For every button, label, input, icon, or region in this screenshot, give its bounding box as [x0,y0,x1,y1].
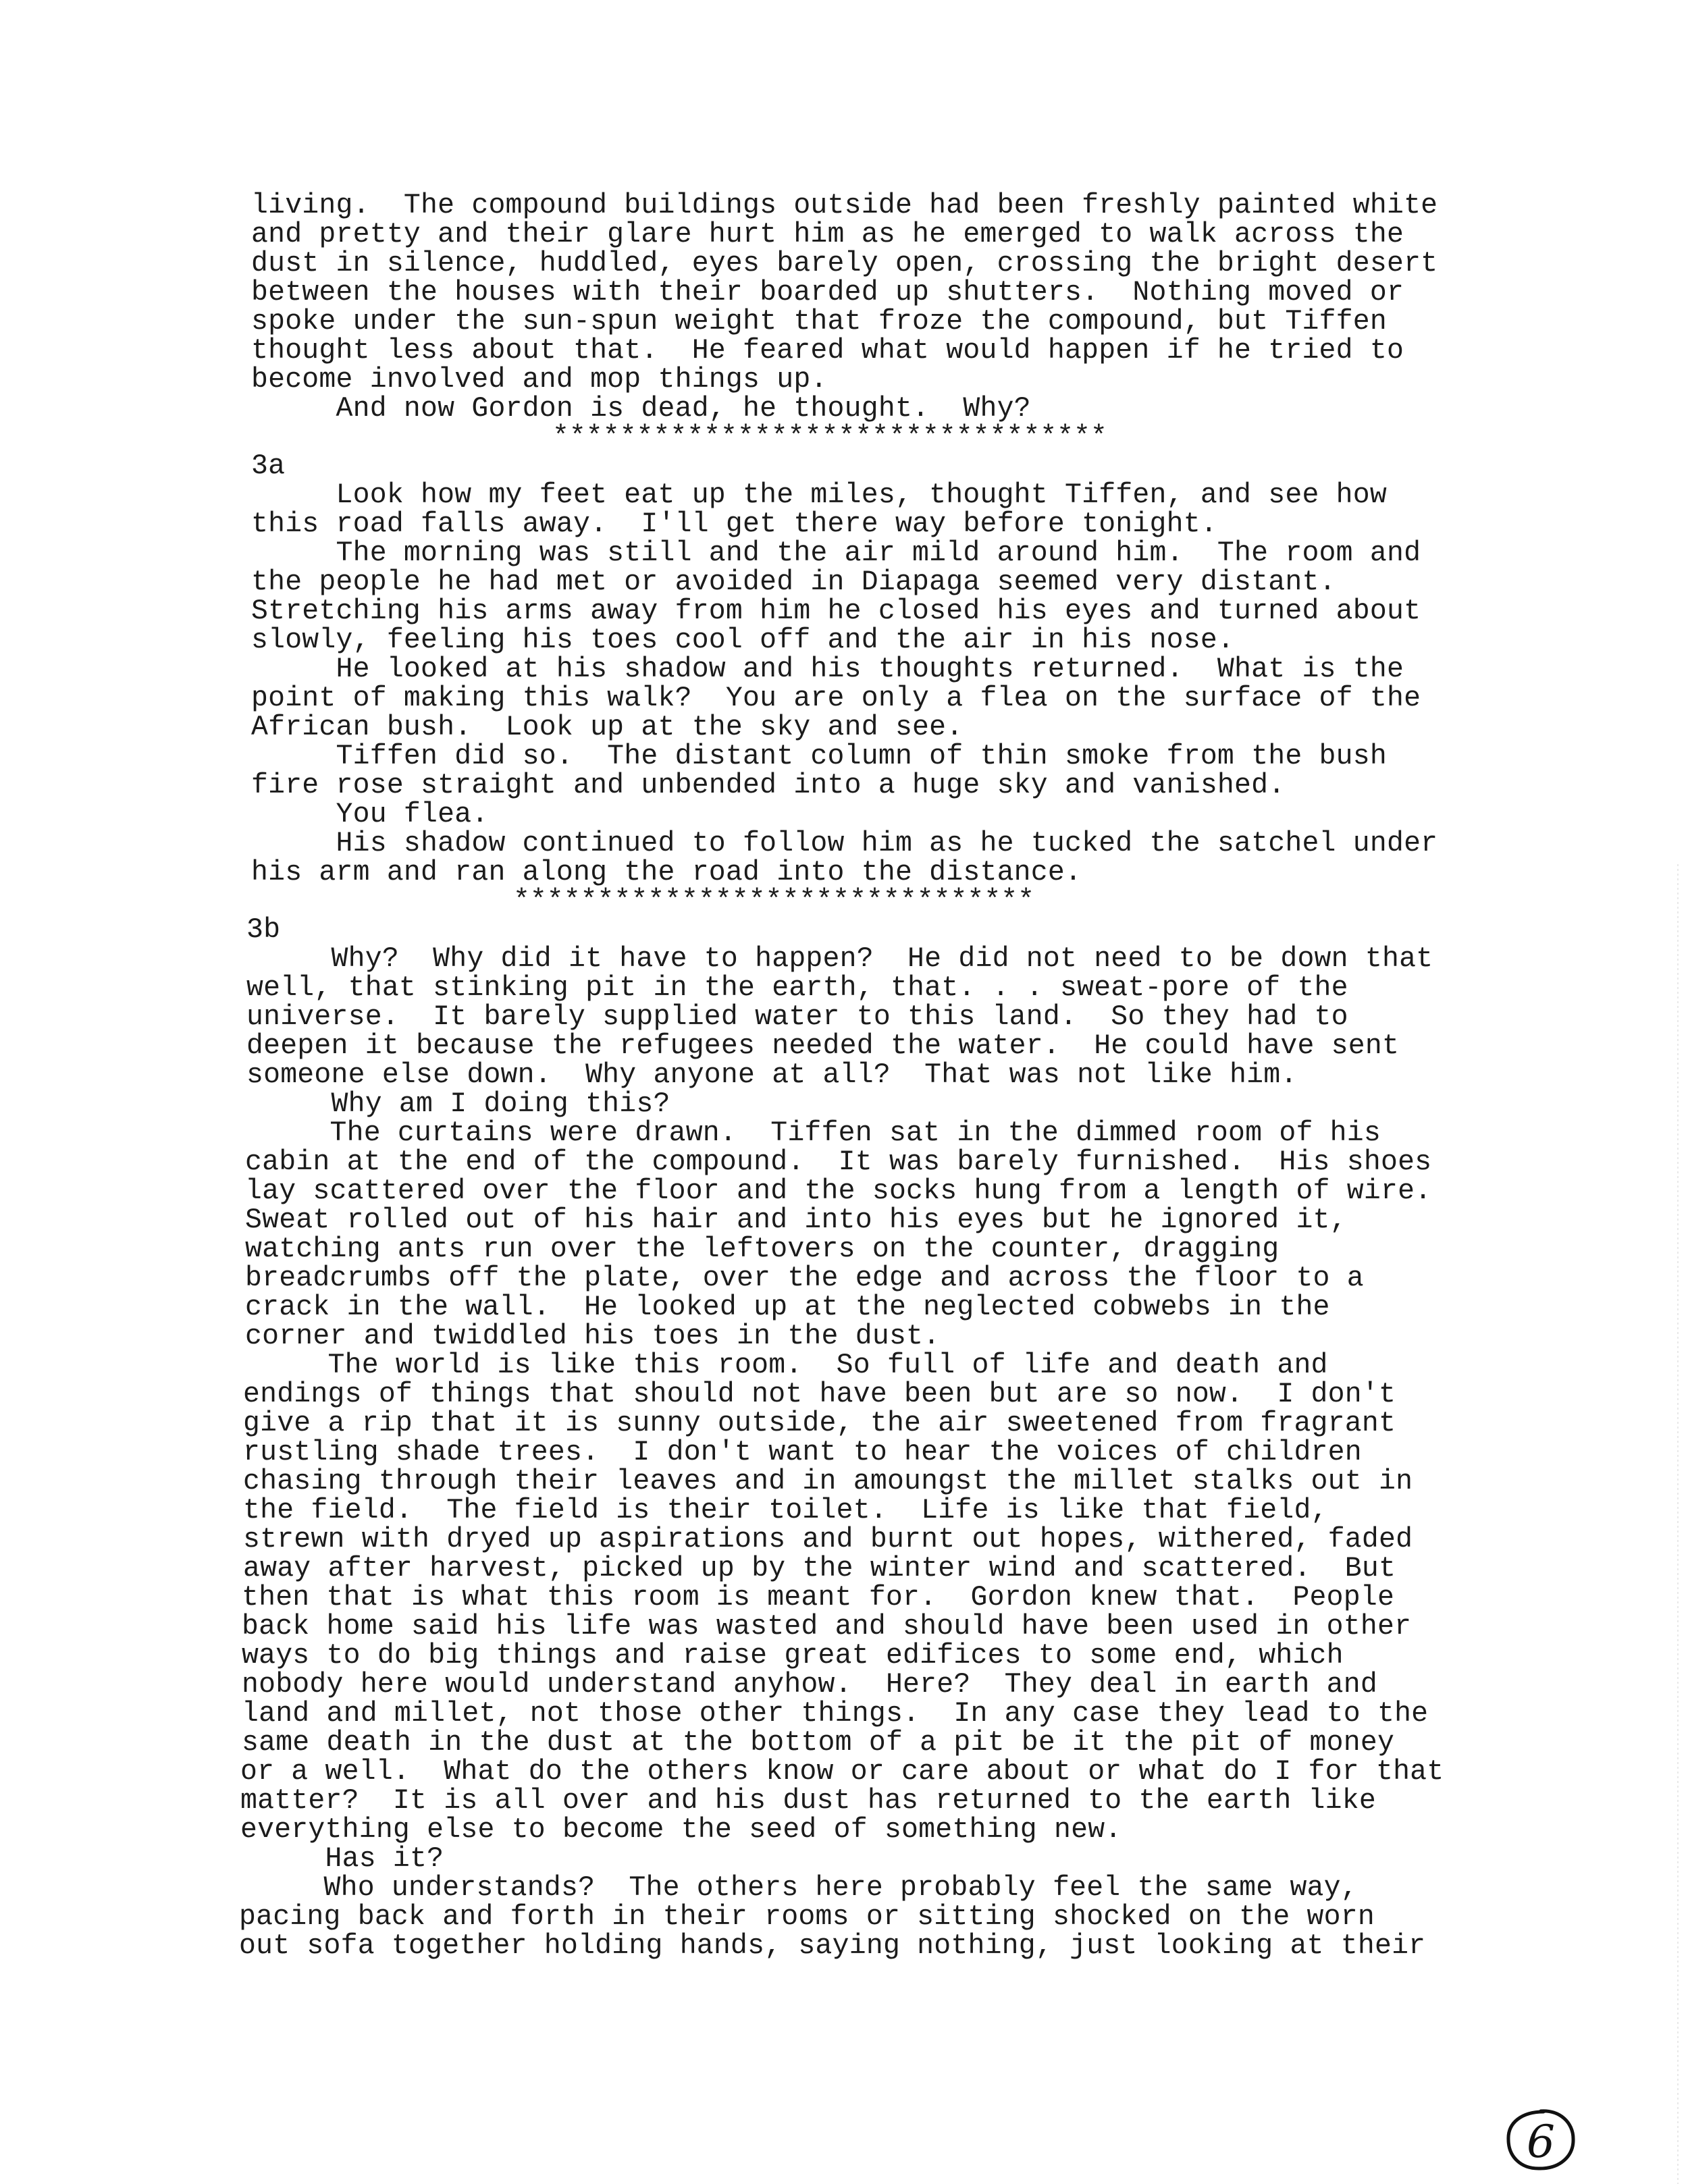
text-line: Look how my feet eat up the miles, thought Tiffen, and see how [251,479,1387,511]
text-line: The morning was still and the air mild around him. The room and [251,537,1421,569]
text-line: everything else to become the seed of something new. [240,1814,1122,1846]
text-line: thought less about that. He feared what would happen if he tried to [251,335,1404,367]
text-line: well, that stinking pit in the earth, that. . . sweat-pore of the [246,972,1348,1004]
text-line: pacing back and forth in their rooms or sitting shocked on the worn [239,1901,1375,1933]
text-line: crack in the wall. He looked up at the neglected cobwebs in the [245,1291,1330,1323]
text-line: land and millet, not those other things. In any case they lead to the [242,1698,1429,1730]
text-line: someone else down. Why anyone at all? That was not like him. [246,1059,1298,1091]
text-line: The world is like this room. So full of life and death and [243,1350,1328,1381]
scan-edge-artifact [1677,864,1679,2184]
text-line: his arm and ran along the road into the distance. [251,857,1082,888]
text-line: corner and twiddled his toes in the dust. [245,1321,941,1352]
text-line: You flea. [251,799,489,830]
text-line: or a well. What do the others know or care about or what do I for that [240,1756,1444,1788]
text-line: And now Gordon is dead, he thought. Why? [251,393,1031,425]
text-line: give a rip that it is sunny outside, the air sweetened from fragrant [243,1408,1396,1439]
text-line: Stretching his arms away from him he closed his eyes and turned about [251,595,1421,627]
text-line: the people he had met or avoided in Diapaga seemed very distant. [251,566,1336,598]
text-line: Tiffen did so. The distant column of thin smoke from the bush [251,741,1387,772]
text-line: the field. The field is their toilet. Life is like that field, [243,1495,1328,1526]
text-line: and pretty and their glare hurt him as he emerged to walk across the [251,219,1404,250]
text-line: African bush. Look up at the sky and see. [251,712,964,743]
text-line: Why? Why did it have to happen? He did not need to be down that [246,943,1433,975]
text-line: nobody here would understand anyhow. Here? They deal in earth and [242,1669,1377,1701]
text-line: slowly, feeling his toes cool off and the air in his nose. [251,624,1235,656]
section-divider: ******************************* [513,885,1035,917]
text-line: point of making this walk? You are only a flea on the surface of the [251,683,1421,714]
text-line: away after harvest, picked up by the winter wind and scattered. But [243,1553,1396,1584]
text-line: lay scattered over the floor and the socks hung from a length of wire. [245,1175,1432,1207]
text-line: this road falls away. I'll get there way before tonight. [251,508,1217,540]
text-line: back home said his life was wasted and should have been used in other [242,1611,1412,1643]
text-line: out sofa together holding hands, saying nothing, just looking at their [239,1930,1426,1962]
text-line: His shadow continued to follow him as he tucked the satchel under [251,828,1438,859]
text-line: strewn with dryed up aspirations and burnt out hopes, withered, faded [243,1524,1413,1555]
text-line: Has it? [240,1843,444,1875]
text-line: Who understands? The others here probably feel the same way, [239,1872,1358,1904]
text-line: same death in the dust at the bottom of a pit be it the pit of money [242,1727,1395,1759]
text-line: endings of things that should not have been but are so now. I don't [243,1379,1396,1410]
text-line: ways to do big things and raise great edifices to some end, which [242,1640,1344,1672]
text-line: living. The compound buildings outside had been freshly painted white [251,190,1438,221]
text-line: universe. It barely supplied water to this land. So they had to [246,1001,1348,1033]
section-heading: 3a [251,450,286,482]
text-line: fire rose straight and unbended into a huge sky and vanished. [251,770,1286,801]
text-line: The curtains were drawn. Tiffen sat in the dimmed room of his [245,1117,1381,1149]
text-line: become involved and mop things up. [251,364,828,396]
page-number-text: 6 [1527,2116,1555,2168]
text-line: He looked at his shadow and his thoughts returned. What is the [251,654,1404,685]
text-line: rustling shade trees. I don't want to hear the voices of children [243,1437,1362,1468]
text-line: cabin at the end of the compound. It was barely furnished. His shoes [245,1146,1432,1178]
text-line: spoke under the sun-spun weight that froze the compound, but Tiffen [251,306,1387,338]
section-divider: ********************************* [552,421,1107,453]
handwritten-page-number [1506,2108,1576,2171]
text-line: Sweat rolled out of his hair and into his eyes but he ignored it, [245,1204,1347,1236]
text-line: deepen it because the refugees needed the water. He could have sent [246,1030,1400,1062]
text-line: then that is what this room is meant for. Gordon knew that. People [242,1582,1395,1614]
text-line: Why am I doing this? [246,1088,670,1120]
text-line: dust in silence, huddled, eyes barely open, crossing the bright desert [251,248,1438,279]
text-line: between the houses with their boarded up shutters. Nothing moved or [251,277,1404,309]
text-line: breadcrumbs off the plate, over the edge and across the floor to a [245,1262,1364,1294]
text-line: chasing through their leaves and in amoungst the millet stalks out in [243,1466,1413,1497]
text-line: matter? It is all over and his dust has returned to the earth like [240,1785,1376,1817]
text-line: watching ants run over the leftovers on the counter, dragging [245,1233,1280,1265]
section-heading: 3b [246,914,281,946]
